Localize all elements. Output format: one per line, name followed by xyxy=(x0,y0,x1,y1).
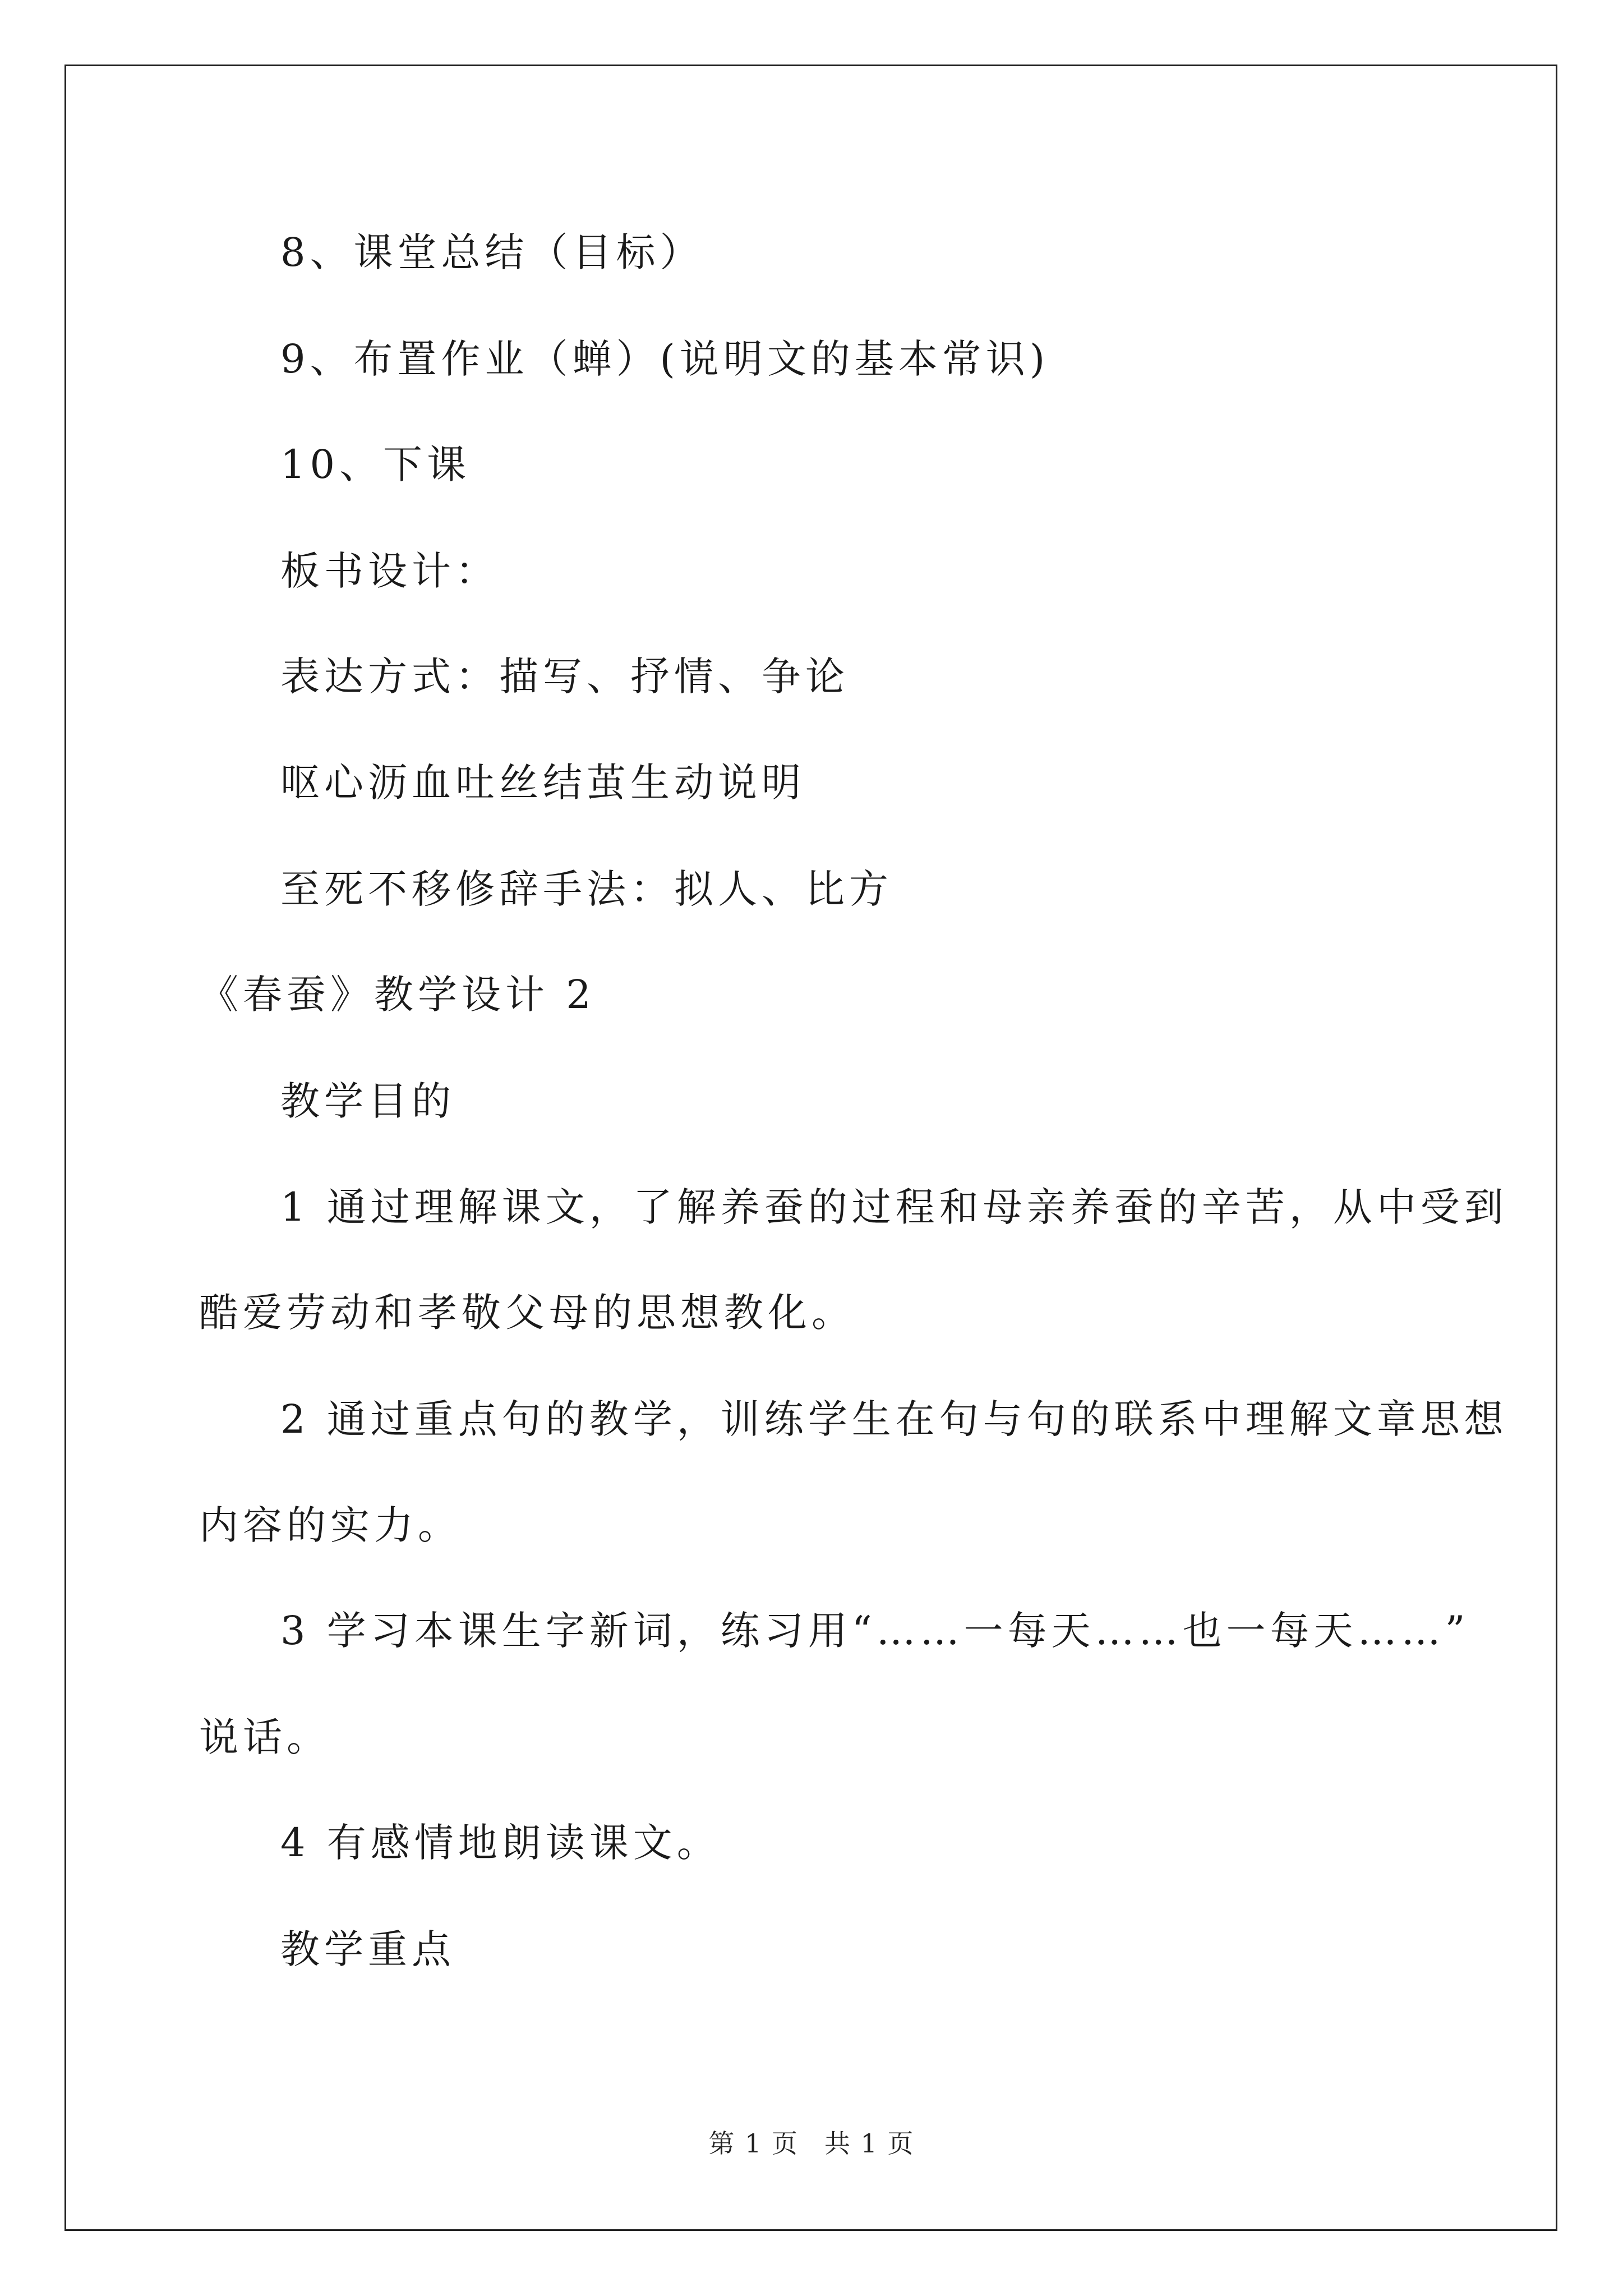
text-line-dismiss: 10、下课 xyxy=(280,441,471,487)
text-line-key-points: 教学重点 xyxy=(280,1926,455,1972)
text-line-objective-3a: 3 学习本课生字新词，练习用“……一每天……也一每天……” xyxy=(280,1608,1470,1654)
text-line-summary: 8、课堂总结（目标） xyxy=(280,229,704,275)
page-border xyxy=(64,65,1557,2231)
text-line-objective-1a: 1 通过理解课文，了解养蚕的过程和母亲养蚕的辛苦，从中受到 xyxy=(280,1184,1508,1230)
text-line-objective-2a: 2 通过重点句的教学，训练学生在句与句的联系中理解文章思想 xyxy=(280,1396,1508,1442)
text-line-board-design: 板书设计： xyxy=(280,548,499,594)
page-footer xyxy=(0,2128,1623,2159)
text-line-objective-1b: 酷爱劳动和孝敬父母的思想教化。 xyxy=(199,1290,855,1336)
text-line-objective-2b: 内容的实力。 xyxy=(199,1502,462,1548)
page-total: 共 1 页 xyxy=(824,2128,915,2159)
text-line-objectives: 教学目的 xyxy=(280,1078,455,1124)
page-number: 第 1 页 xyxy=(708,2128,799,2159)
text-line-homework: 9、布置作业（蝉）(说明文的基本常识) xyxy=(280,336,1050,382)
text-line-silk: 呕心沥血吐丝结茧生动说明 xyxy=(280,760,805,806)
text-line-objective-3b: 说话。 xyxy=(199,1714,330,1760)
text-line-rhetoric: 至死不移修辞手法：拟人、比方 xyxy=(280,866,893,912)
text-line-objective-4: 4 有感情地朗读课文。 xyxy=(280,1820,721,1866)
text-line-expression: 表达方式：描写、抒情、争论 xyxy=(280,654,849,700)
section-heading: 《春蚕》教学设计 2 xyxy=(199,972,596,1018)
